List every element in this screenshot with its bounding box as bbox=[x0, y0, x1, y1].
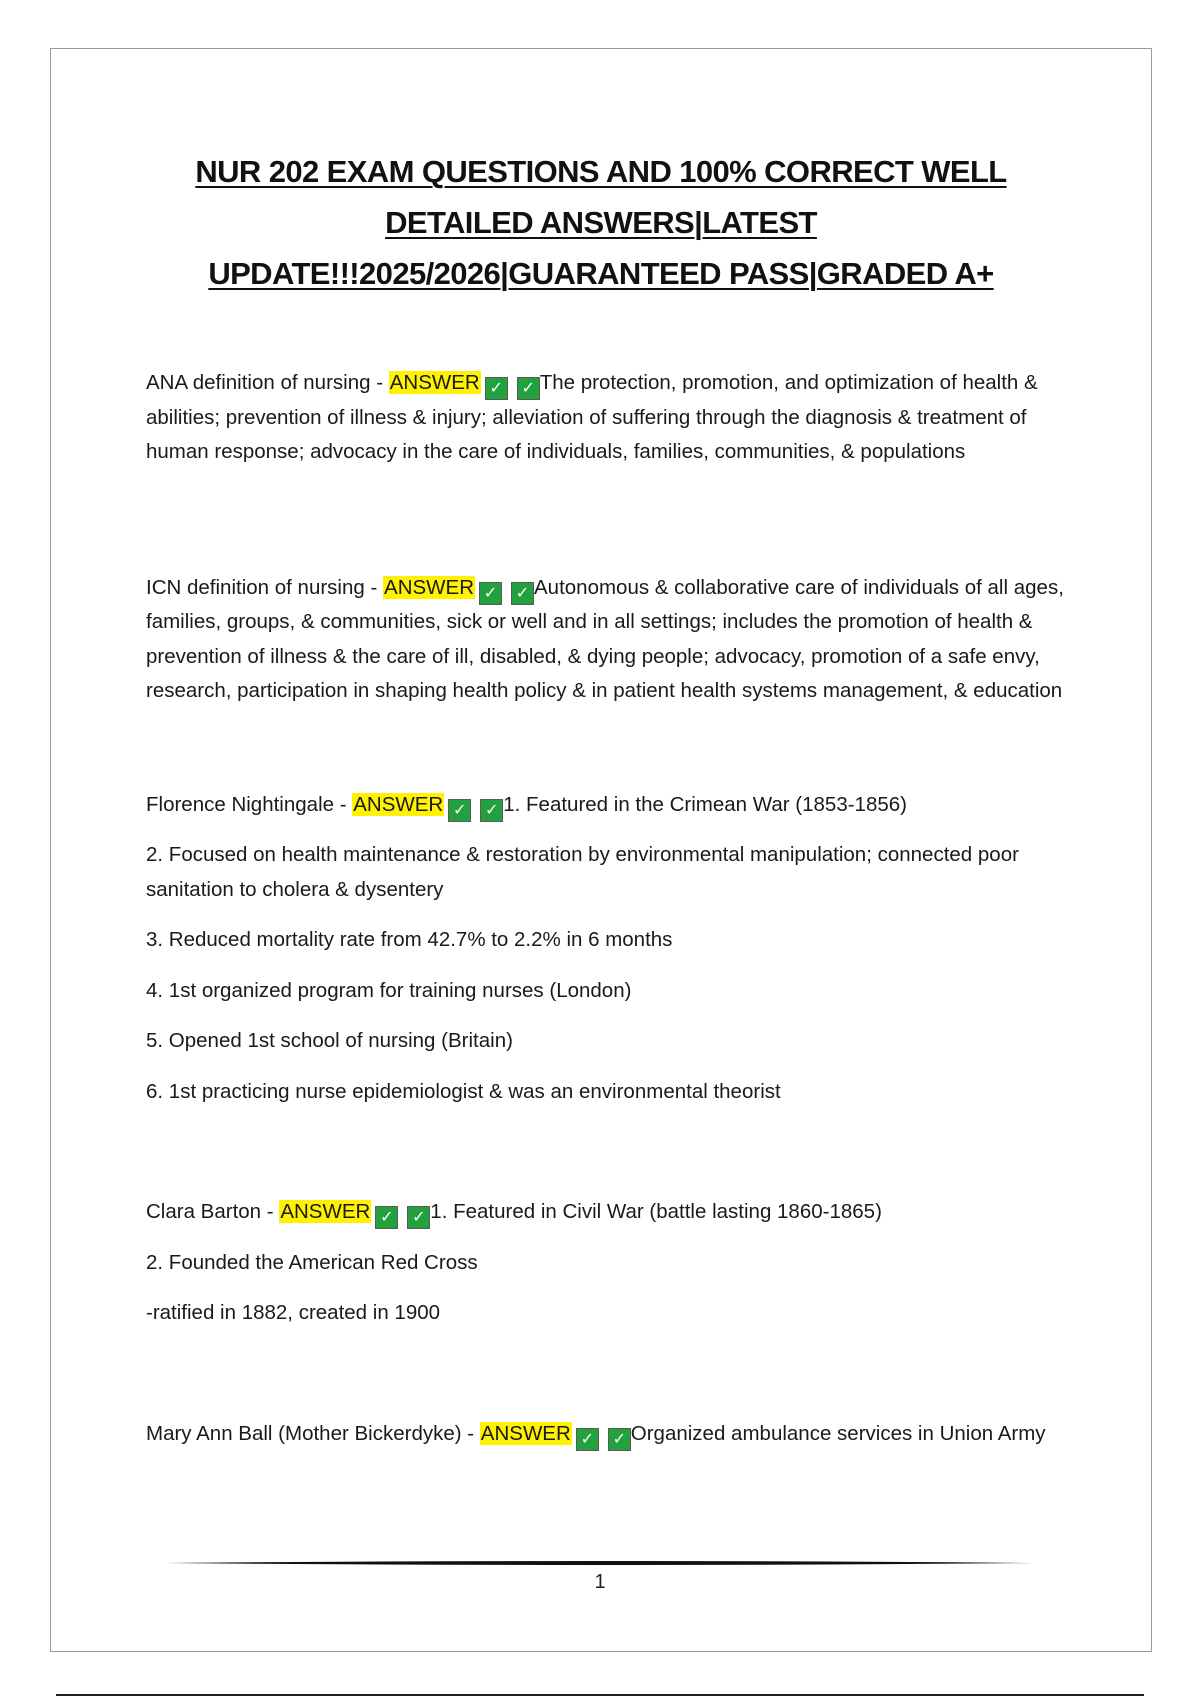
answer-label: ANSWER bbox=[353, 792, 444, 816]
answer-label: ANSWER bbox=[280, 1200, 371, 1223]
term: Florence Nightingale - bbox=[146, 792, 353, 816]
list-item: 5. Opened 1st school of nursing (Britain) bbox=[146, 1029, 513, 1052]
check-mark-icon: ✓ bbox=[375, 1206, 398, 1229]
qa-list bbox=[146, 366, 1066, 1451]
list-item: 2. Founded the American Red Cross bbox=[146, 1250, 478, 1274]
check-mark-icon: ✓ bbox=[485, 377, 508, 400]
check-mark-icon: ✓ bbox=[448, 799, 471, 822]
title-line-3: UPDATE!!!2025/2026|GUARANTEED PASS|GRADED A+ bbox=[208, 256, 994, 291]
title-line-2: DETAILED ANSWERS|LATEST bbox=[385, 205, 817, 240]
check-mark-icon: ✓ bbox=[517, 377, 540, 400]
footer-divider bbox=[166, 1560, 1034, 1566]
qa-paragraph bbox=[146, 571, 1066, 709]
definition: 1. Featured in Civil War (battle lasting 1860-1865) bbox=[430, 1200, 882, 1223]
qa-entry-bickerdyke bbox=[146, 1417, 1066, 1452]
answer-label: ANSWER bbox=[389, 371, 480, 394]
page-number: 1 bbox=[594, 1571, 606, 1593]
list-item: -ratified in 1882, created in 1900 bbox=[146, 1301, 441, 1324]
list-item: 4. 1st organized program for training nurses (London) bbox=[146, 978, 632, 1002]
definition: Autonomous & collaborative care of individuals of all ages, families, groups, & communities, sick or well and in all settings; includes the promotion of health & prevention of illness & the care of ill, disabled, & dying people; advocacy, promotion of a safe envy, research, participation in shaping health policy & in patient health systems management, & education bbox=[146, 575, 1064, 702]
qa-paragraph bbox=[146, 1195, 1066, 1230]
definition: The protection, promotion, and optimization of health & abilities; prevention of illness & injury; alleviation of suffering through the diagnosis & treatment of human response; advocacy in the care of individuals, families, communities, & populations bbox=[146, 371, 1038, 463]
term: Mary Ann Ball (Mother Bickerdyke) - bbox=[146, 1421, 480, 1445]
next-page-edge bbox=[56, 1694, 1144, 1696]
qa-entry-ana bbox=[146, 366, 1066, 470]
document-title bbox=[50, 146, 1152, 299]
qa-entry-barton bbox=[146, 1195, 1066, 1331]
term: Clara Barton - bbox=[146, 1200, 280, 1223]
qa-entry-nightingale bbox=[146, 788, 1066, 1110]
qa-paragraph bbox=[146, 788, 1066, 823]
answer-label: ANSWER bbox=[480, 1421, 571, 1445]
check-mark-icon: ✓ bbox=[480, 799, 503, 822]
list-item: 2. Focused on health maintenance & restoration by environmental manipulation; connected poor sanitation to cholera & dysentery bbox=[146, 843, 1019, 901]
check-mark-icon: ✓ bbox=[479, 582, 502, 605]
definition: 1. Featured in the Crimean War (1853-1856) bbox=[503, 792, 907, 816]
list-item: 3. Reduced mortality rate from 42.7% to 2.2% in 6 months bbox=[146, 928, 673, 951]
qa-entry-icn bbox=[146, 571, 1066, 709]
check-mark-icon: ✓ bbox=[576, 1428, 599, 1451]
term: ICN definition of nursing - bbox=[146, 575, 384, 599]
definition: Organized ambulance services in Union Army bbox=[630, 1421, 1046, 1445]
list-item: 6. 1st practicing nurse epidemiologist & was an environmental theorist bbox=[146, 1079, 781, 1103]
check-mark-icon: ✓ bbox=[407, 1206, 430, 1229]
check-mark-icon: ✓ bbox=[511, 582, 534, 605]
answer-label: ANSWER bbox=[384, 575, 474, 599]
term: ANA definition of nursing - bbox=[146, 371, 389, 394]
title-line-1: NUR 202 EXAM QUESTIONS AND 100% CORRECT WELL bbox=[195, 154, 1007, 189]
check-mark-icon: ✓ bbox=[608, 1428, 631, 1451]
qa-paragraph bbox=[146, 1417, 1066, 1452]
qa-paragraph bbox=[146, 366, 1066, 470]
